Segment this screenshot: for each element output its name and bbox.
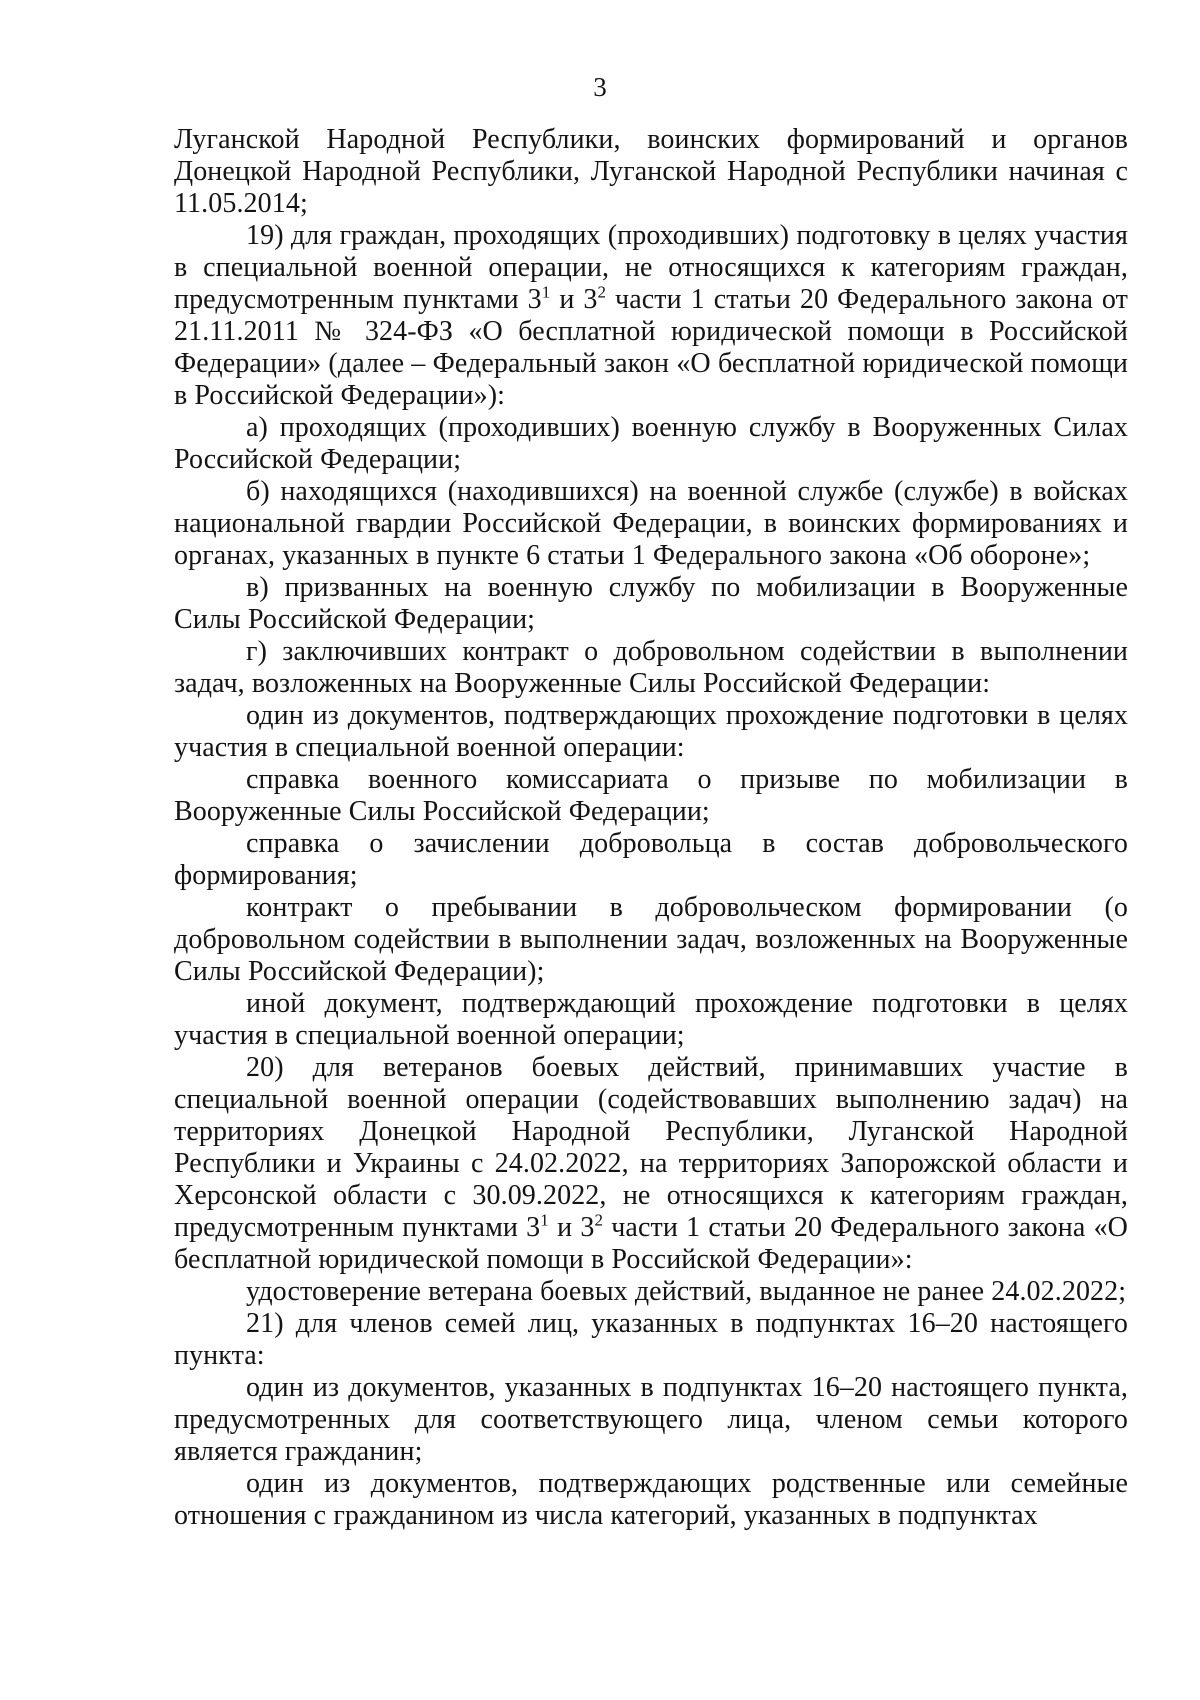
paragraph-documents-intro: один из документов, подтверждающих прохождение подготовки в целях участия в специальной военной операции: [174, 700, 1128, 763]
paragraph-subitem-b: б) находящихся (находившихся) на военной службе (службе) в войсках национальной гвардии Российской Федерации, в воинских формированиях и органах, указанных в пункте 6 статьи 1 Федерального закона «Об обороне»; [174, 476, 1128, 571]
superscript: 1 [541, 282, 551, 302]
superscript: 2 [594, 1210, 604, 1230]
paragraph-document-item: один из документов, указанных в подпунктах 16–20 настоящего пункта, предусмотренных для соответствующего лица, членом семьи которого является гражданин; [174, 1372, 1128, 1467]
paragraph-item-21: 21) для членов семей лиц, указанных в подпунктах 16–20 настоящего пункта: [174, 1308, 1128, 1371]
paragraph-document-item: один из документов, подтверждающих родственные или семейные отношения с гражданином из числа категорий, указанных в подпунктах [174, 1468, 1128, 1531]
paragraph-subitem-g: г) заключивших контракт о добровольном содействии в выполнении задач, возложенных на Вооруженные Силы Российской Федерации: [174, 636, 1128, 699]
paragraph-document-item: контракт о пребывании в добровольческом формировании (о добровольном содействии в выполнении задач, возложенных на Вооруженные Силы Российской Федерации); [174, 892, 1128, 987]
paragraph-text: и 3 [550, 284, 598, 315]
paragraph-item-20 [174, 1052, 1128, 1276]
paragraph-text: 20) для ветеранов боевых действий, принимавших участие в специальной военной операции (содействовавших выполнению задач) на территориях Донецкой Народной Республики, Луганской Народной Республики и Украины с 24.02.2022, на территориях Запорожской области и Херсонской области с 30.09.2022, не относящихся к категориям граждан, предусмотренным пунктами 3 [174, 1052, 1128, 1243]
paragraph-document-item: справка военного комиссариата о призыве по мобилизации в Вооруженные Силы Российской Федерации; [174, 764, 1128, 827]
paragraph-subitem-a: а) проходящих (проходивших) военную службу в Вооруженных Силах Российской Федерации; [174, 412, 1128, 475]
document-body [174, 124, 1128, 1532]
superscript: 2 [597, 282, 607, 302]
paragraph-item-19 [174, 220, 1128, 412]
paragraph-text: и 3 [548, 1212, 595, 1243]
paragraph-subitem-v: в) призванных на военную службу по мобилизации в Вооруженные Силы Российской Федерации; [174, 572, 1128, 635]
paragraph-document-item: иной документ, подтверждающий прохождение подготовки в целях участия в специальной военной операции; [174, 988, 1128, 1051]
paragraph-document-item: справка о зачислении добровольца в состав добровольческого формирования; [174, 828, 1128, 891]
superscript: 1 [540, 1210, 549, 1230]
paragraph-document-item: удостоверение ветерана боевых действий, выданное не ранее 24.02.2022; [246, 1276, 1127, 1307]
paragraph-continuation: Луганской Народной Республики, воинских формирований и органов Донецкой Народной Республики, Луганской Народной Республики начиная с 11.05.2014; [174, 124, 1128, 219]
paragraph-text: части 1 статьи 20 Федерального закона «О бесплатной юридической помощи в Российской Федерации»: [174, 1212, 1128, 1275]
paragraph-text: части 1 статьи 20 Федерального закона от 21.11.2011 № 324-ФЗ «О бесплатной юридической помощи в Российской Федерации» (далее – Федеральный закон «О бесплатной юридической помощи в Российской Федерации»): [174, 284, 1129, 411]
page-number: 3 [593, 72, 607, 102]
paragraph-text: 19) для граждан, проходящих (проходивших) подготовку в целях участия в специальной военной операции, не относящихся к категориям граждан, предусмотренным пунктами 3 [174, 220, 1128, 315]
